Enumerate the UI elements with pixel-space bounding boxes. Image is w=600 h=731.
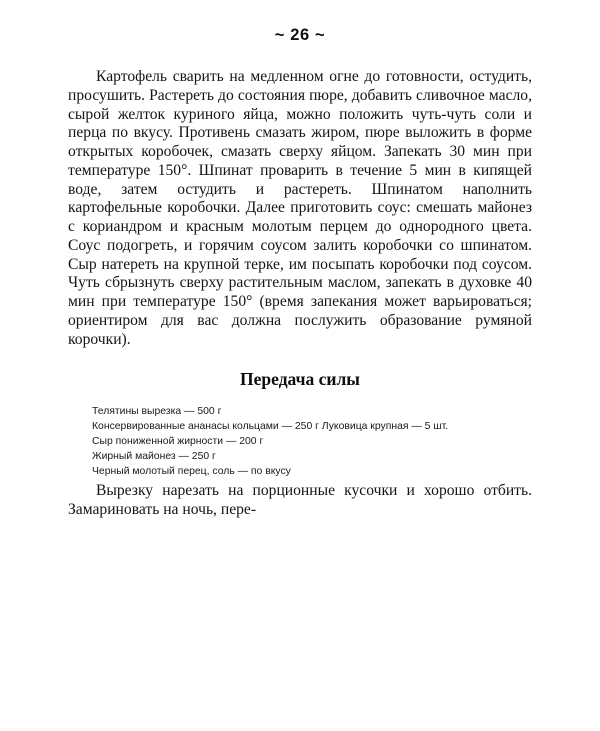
- previous-recipe-paragraph: Картофель сварить на медленном огне до готовности, остудить, просушить. Растереть до состояния пюре, добавить сливочное масло, сырой желток куриного яйца, можно положить чуть-чуть соли и перца по вкусу. Противень смазать жиром, пюре выложить в форме открытых коробочек, смазать сверху яйцом. Запекать 30 мин при температуре 150°. Шпинат проварить в течение 5 мин в кипящей воде, затем остудить и растереть. Шпинатом наполнить картофельные коробочки. Далее приготовить соус: смешать майонез с кориандром и красным молотым перцем до однородного цвета. Соус подогреть, и горячим соусом залить коробочки со шпинатом. Сыр натереть на крупной терке, им посыпать коробочки под соусом. Чуть сбрызнуть сверху растительным маслом, запекать в духовке 40 мин при температуре 150° (время запекания может варьироваться; ориентиром для вас должна послужить образование румяной корочки).: [68, 68, 532, 348]
- list-item: Телятины вырезка — 500 г: [92, 406, 222, 418]
- list-item: Жирный майонез — 250 г: [92, 451, 216, 463]
- recipe-title: Передача силы: [240, 369, 360, 390]
- page-content-column: [68, 68, 532, 520]
- recipe-instructions-paragraph: Вырезку нарезать на порционные кусочки и хорошо отбить. Замариновать на ночь, пере-: [68, 482, 532, 518]
- ingredients-list: [68, 404, 532, 479]
- title-bottom-spacer: [68, 390, 532, 404]
- list-item: Черный молотый перец, соль — по вкусу: [92, 466, 291, 478]
- page-number-header: ~ 26 ~: [274, 26, 326, 44]
- title-top-spacer: [68, 349, 532, 369]
- list-item: Сыр пониженной жирности — 200 г: [92, 436, 264, 448]
- list-item: Консервированные ананасы кольцами — 250 г Луковица крупная — 5 шт.: [92, 421, 449, 433]
